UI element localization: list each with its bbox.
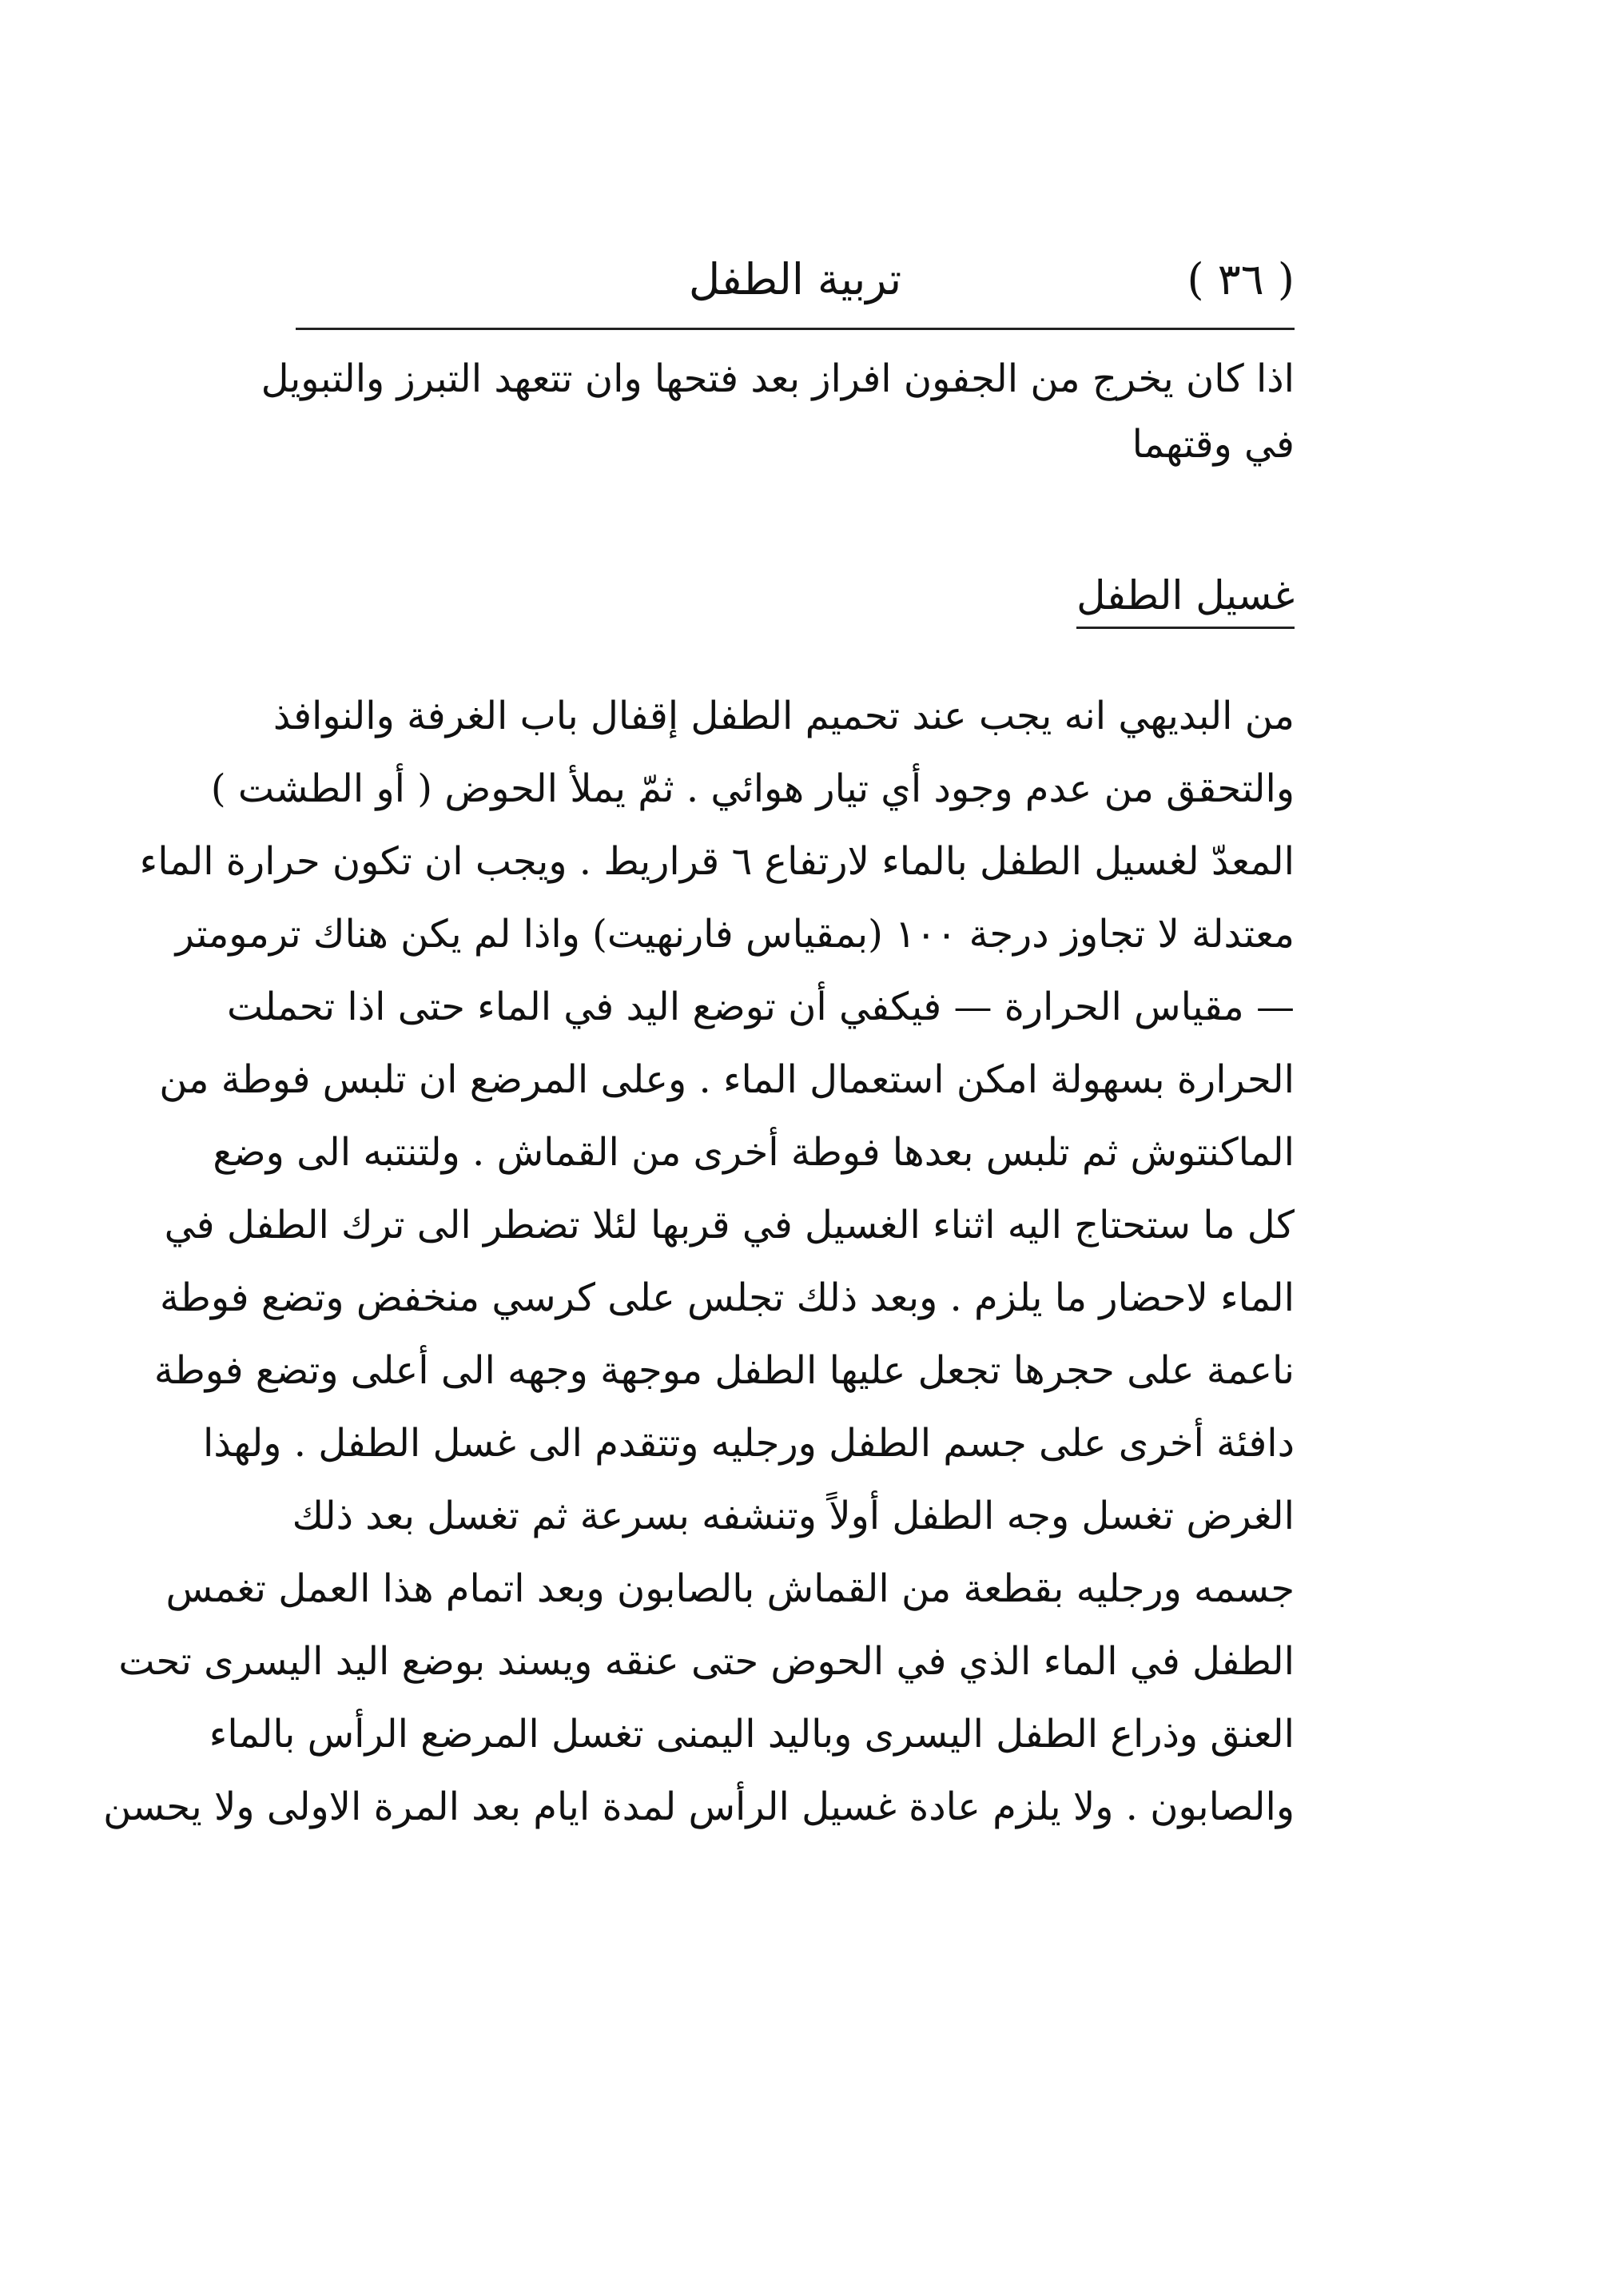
body-paragraph <box>103 687 1295 1851</box>
running-title: تربية الطفل <box>688 254 902 304</box>
text-line: الماكنتوش ثم تلبس بعدها فوطة أخرى من القماش . ولتنتبه الى وضع <box>213 1130 1295 1175</box>
page-header <box>296 240 1295 330</box>
text-line: في وقتهما <box>1132 422 1295 467</box>
text-line: العنق وذراع الطفل اليسرى وباليد اليمنى تغسل المرضع الرأس بالماء <box>209 1712 1295 1757</box>
intro-paragraph <box>261 352 1295 483</box>
text-line: الماء لاحضار ما يلزم . وبعد ذلك تجلس على كرسي منخفض وتضع فوطة <box>159 1275 1295 1320</box>
text-line: من البديهي انه يجب عند تحميم الطفل إقفال باب الغرفة والنوافذ <box>272 694 1295 738</box>
text-line: كل ما ستحتاج اليه اثناء الغسيل في قربها لئلا تضطر الى ترك الطفل في <box>164 1203 1295 1247</box>
text-line: — مقياس الحرارة — فيكفي أن توضع اليد في الماء حتى اذا تحملت <box>227 985 1295 1029</box>
text-line: دافئة أخرى على جسم الطفل ورجليه وتتقدم الى غسل الطفل . ولهذا <box>202 1421 1295 1466</box>
text-line: معتدلة لا تجاوز درجة ١٠٠ (بمقياس فارنهيت) واذا لم يكن هناك ترمومتر <box>175 912 1295 957</box>
text-line: ناعمة على حجرها تجعل عليها الطفل موجهة وجهه الى أعلى وتضع فوطة <box>153 1348 1295 1393</box>
text-line: الحرارة بسهولة امكن استعمال الماء . وعلى المرضع ان تلبس فوطة من <box>159 1057 1295 1102</box>
section-heading: غسيل الطفل <box>1076 567 1295 629</box>
text-line: والصابون . ولا يلزم عادة غسيل الرأس لمدة ايام بعد المرة الاولى ولا يحسن <box>103 1785 1295 1829</box>
text-line: الغرض تغسل وجه الطفل أولاً وتنشفه بسرعة ثم تغسل بعد ذلك <box>292 1494 1295 1538</box>
text-line: اذا كان يخرج من الجفون افراز بعد فتحها وان تتعهد التبرز والتبويل <box>261 356 1295 401</box>
page-number: ( ٣٦ ) <box>1187 254 1295 304</box>
text-line: والتحقق من عدم وجود أي تيار هوائي . ثمّ يملأ الحوض ( أو الطشت ) <box>210 766 1295 811</box>
text-line: المعدّ لغسيل الطفل بالماء لارتفاع ٦ قراريط . ويجب ان تكون حرارة الماء <box>139 839 1295 884</box>
text-line: الطفل في الماء الذي في الحوض حتى عنقه ويسند بوضع اليد اليسرى تحت <box>118 1639 1295 1684</box>
text-line: جسمه ورجليه بقطعة من القماش بالصابون وبعد اتمام هذا العمل تغمس <box>165 1566 1295 1611</box>
